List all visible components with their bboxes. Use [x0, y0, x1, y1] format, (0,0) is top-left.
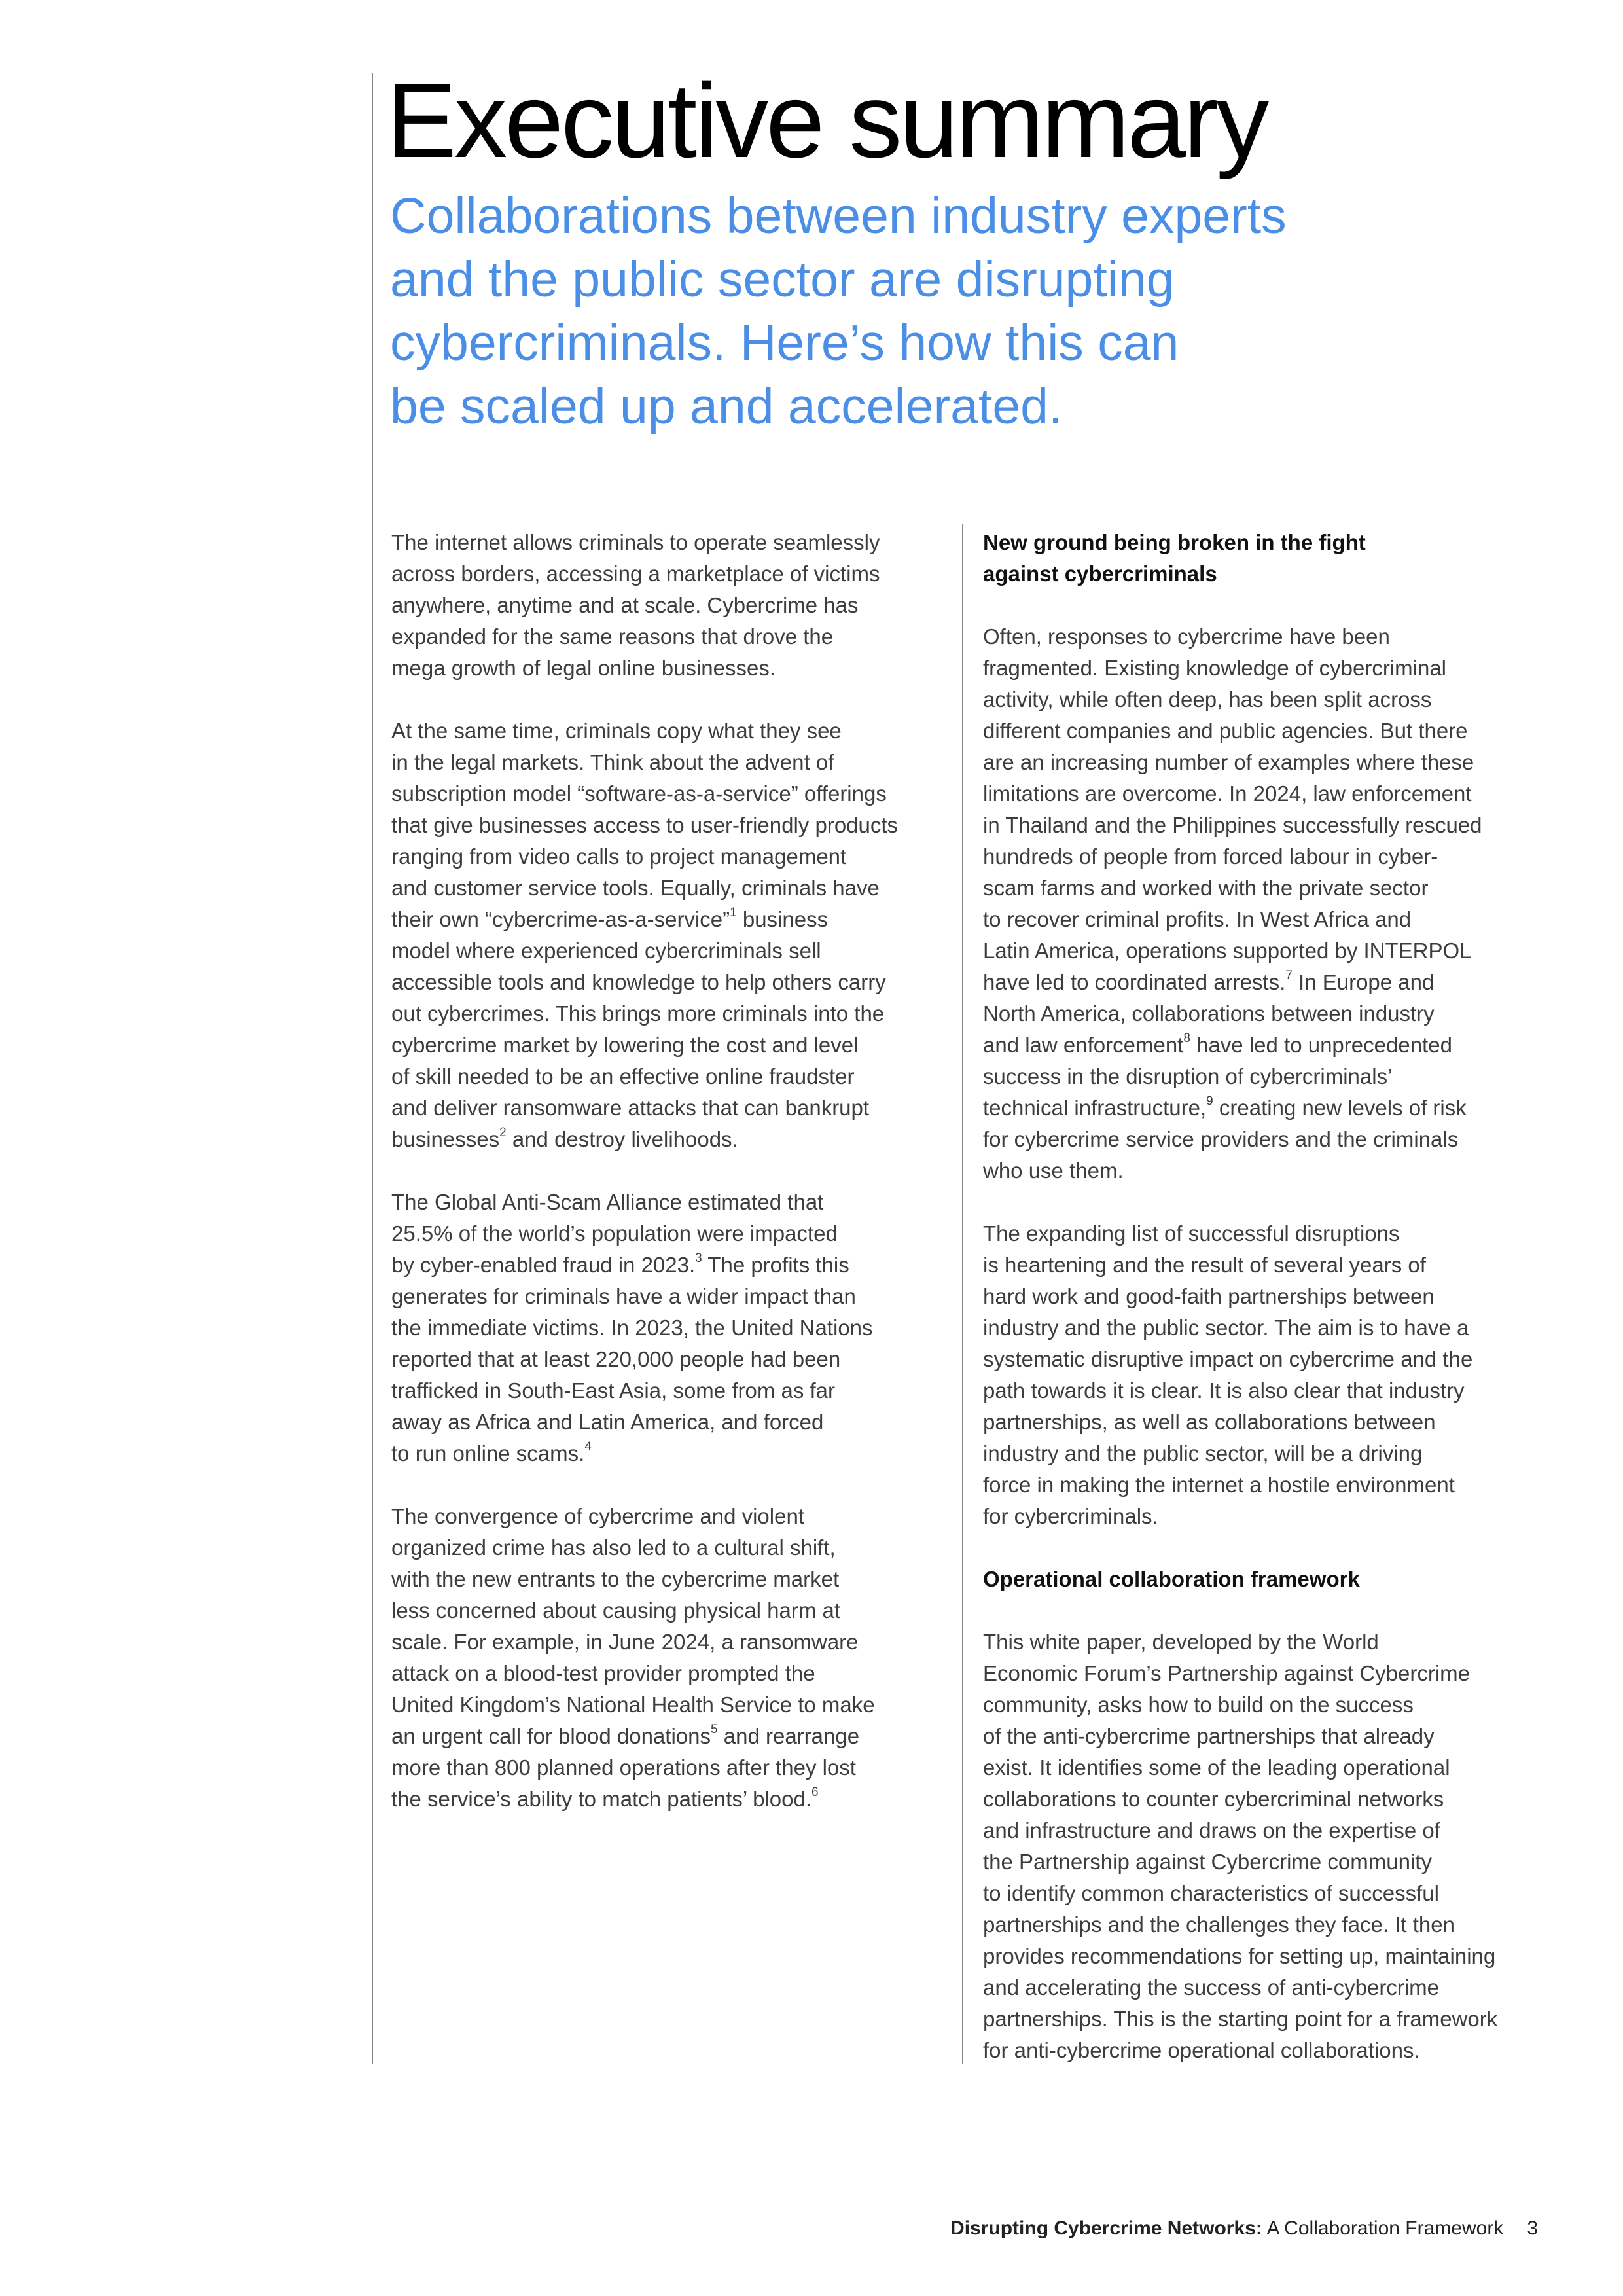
text-line	[391, 1124, 954, 1155]
text-line: exist. It identifies some of the leading operational	[983, 1755, 1450, 1780]
text-line: systematic disruptive impact on cybercrime and the	[983, 1347, 1473, 1371]
text-segment: business	[736, 907, 829, 931]
text-line	[983, 967, 1559, 998]
text-line: The convergence of cybercrime and violent	[391, 1504, 804, 1528]
text-line: for anti-cybercrime operational collaborations.	[983, 2038, 1420, 2062]
column-divider-rule	[962, 524, 963, 2064]
text-line: North America, collaborations between industry	[983, 1001, 1435, 1026]
footnote-ref[interactable]: 3	[695, 1251, 702, 1265]
text-line	[391, 1721, 954, 1752]
text-line: trafficked in South-East Asia, some from as far	[391, 1378, 836, 1403]
left-column	[391, 527, 954, 1846]
text-line: United Kingdom’s National Health Service to make	[391, 1693, 875, 1717]
text-line: hundreds of people from forced labour in cyber-	[983, 844, 1438, 869]
text-line	[983, 1092, 1559, 1124]
text-line: anywhere, anytime and at scale. Cybercrime has	[391, 593, 859, 617]
heading-line: Operational collaboration framework	[983, 1567, 1360, 1591]
paragraph	[391, 527, 954, 684]
text-line: hard work and good-faith partnerships between	[983, 1284, 1435, 1308]
text-line: that give businesses access to user-friendly products	[391, 813, 899, 837]
subtitle-line: cybercriminals. Here’s how this can	[390, 315, 1179, 371]
paragraph	[983, 1218, 1559, 1532]
text-line: accessible tools and knowledge to help others carry	[391, 970, 886, 994]
text-line: partnerships. This is the starting point for a framework	[983, 2007, 1498, 2031]
text-line: less concerned about causing physical harm at	[391, 1598, 841, 1623]
text-line: to identify common characteristics of successful	[983, 1881, 1439, 1905]
text-line: is heartening and the result of several years of	[983, 1253, 1426, 1277]
text-line: At the same time, criminals copy what they see	[391, 719, 842, 743]
text-line: The internet allows criminals to operate seamlessly	[391, 530, 880, 554]
text-line: and accelerating the success of anti-cybercrime	[983, 1975, 1439, 2000]
text-line: reported that at least 220,000 people had been	[391, 1347, 841, 1371]
text-line: who use them.	[983, 1158, 1124, 1183]
text-line: fragmented. Existing knowledge of cybercriminal	[983, 656, 1447, 680]
text-line: are an increasing number of examples where these	[983, 750, 1474, 774]
paragraph	[983, 621, 1559, 1187]
text-segment: In Europe and	[1292, 970, 1435, 994]
subtitle-line: and the public sector are disrupting	[390, 251, 1175, 308]
text-segment: and rearrange	[717, 1724, 860, 1748]
text-line: partnerships, as well as collaborations between	[983, 1410, 1436, 1434]
text-line: more than 800 planned operations after they lost	[391, 1755, 856, 1780]
right-column	[983, 527, 1559, 2098]
footnote-ref[interactable]: 4	[584, 1440, 592, 1454]
text-line: to recover criminal profits. In West Africa and	[983, 907, 1412, 931]
paragraph	[983, 1626, 1559, 2066]
footer-doc-subtitle: A Collaboration Framework	[1262, 2217, 1504, 2239]
text-line: subscription model “software-as-a-service” offerings	[391, 781, 887, 806]
heading-line: against cybercriminals	[983, 562, 1217, 586]
footnote-ref[interactable]: 8	[1183, 1031, 1190, 1045]
text-line	[391, 1438, 954, 1469]
text-line: 25.5% of the world’s population were impacted	[391, 1221, 838, 1246]
footnote-ref[interactable]: 1	[730, 906, 737, 920]
footnote-ref[interactable]: 9	[1206, 1094, 1213, 1108]
text-segment: their own “cybercrime-as-a-service”	[391, 907, 730, 931]
text-line	[391, 1784, 954, 1815]
text-line: away as Africa and Latin America, and forced	[391, 1410, 824, 1434]
text-line: ranging from video calls to project management	[391, 844, 847, 869]
page-title: Executive summary	[386, 62, 1267, 180]
footnote-ref[interactable]: 2	[499, 1126, 507, 1139]
text-line: across borders, accessing a marketplace of victims	[391, 562, 880, 586]
text-line: Latin America, operations supported by INTERPOL	[983, 939, 1472, 963]
text-line: different companies and public agencies. But there	[983, 719, 1468, 743]
text-line: The Global Anti-Scam Alliance estimated that	[391, 1190, 824, 1214]
text-line: This white paper, developed by the World	[983, 1630, 1379, 1654]
text-line: attack on a blood-test provider prompted the	[391, 1661, 815, 1685]
text-line: path towards it is clear. It is also clear that industry	[983, 1378, 1465, 1403]
text-line: the Partnership against Cybercrime community	[983, 1850, 1432, 1874]
text-line: provides recommendations for setting up, maintaining	[983, 1944, 1496, 1968]
text-line: and customer service tools. Equally, criminals have	[391, 876, 880, 900]
text-line: in Thailand and the Philippines successfully rescued	[983, 813, 1482, 837]
page-footer	[950, 2217, 1538, 2240]
text-line: activity, while often deep, has been split across	[983, 687, 1432, 711]
text-line: force in making the internet a hostile environment	[983, 1473, 1455, 1497]
text-line: industry and the public sector, will be a driving	[983, 1441, 1423, 1465]
left-margin-rule	[372, 73, 373, 2064]
text-line: Often, responses to cybercrime have been	[983, 624, 1390, 649]
subtitle-line: be scaled up and accelerated.	[390, 378, 1063, 435]
text-line: cybercrime market by lowering the cost and level	[391, 1033, 859, 1057]
text-line: in the legal markets. Think about the advent of	[391, 750, 834, 774]
text-line: model where experienced cybercriminals sell	[391, 939, 821, 963]
page-subtitle	[390, 185, 1411, 439]
page-number: 3	[1527, 2217, 1538, 2239]
text-line: collaborations to counter cybercriminal networks	[983, 1787, 1444, 1811]
text-line: for cybercriminals.	[983, 1504, 1158, 1528]
text-line: scale. For example, in June 2024, a ransomware	[391, 1630, 859, 1654]
text-line: with the new entrants to the cybercrime market	[391, 1567, 840, 1591]
paragraph	[391, 1501, 954, 1815]
text-line: for cybercrime service providers and the criminals	[983, 1127, 1459, 1151]
text-line	[391, 904, 954, 935]
section-heading	[983, 1564, 1559, 1595]
text-line	[391, 1249, 954, 1281]
text-segment: and destroy livelihoods.	[506, 1127, 738, 1151]
text-line: community, asks how to build on the success	[983, 1693, 1414, 1717]
text-segment: creating new levels of risk	[1213, 1096, 1467, 1120]
text-line: The expanding list of successful disruptions	[983, 1221, 1400, 1246]
section-heading	[983, 527, 1559, 590]
text-line: partnerships and the challenges they face. It then	[983, 1912, 1455, 1937]
text-line: generates for criminals have a wider impact than	[391, 1284, 856, 1308]
text-line: of the anti-cybercrime partnerships that already	[983, 1724, 1435, 1748]
text-line: industry and the public sector. The aim is to have a	[983, 1316, 1469, 1340]
text-line: success in the disruption of cybercriminals’	[983, 1064, 1393, 1088]
text-segment: by cyber-enabled fraud in 2023.	[391, 1253, 696, 1277]
text-segment: an urgent call for blood donations	[391, 1724, 711, 1748]
paragraph	[391, 1187, 954, 1469]
footnote-ref[interactable]: 5	[711, 1723, 718, 1736]
text-line: Economic Forum’s Partnership against Cybercrime	[983, 1661, 1470, 1685]
text-line: scam farms and worked with the private sector	[983, 876, 1429, 900]
text-line: of skill needed to be an effective online fraudster	[391, 1064, 855, 1088]
footer-doc-title: Disrupting Cybercrime Networks:	[950, 2217, 1262, 2239]
text-segment: technical infrastructure,	[983, 1096, 1207, 1120]
text-line: expanded for the same reasons that drove the	[391, 624, 834, 649]
paragraph	[391, 715, 954, 1155]
text-line: and deliver ransomware attacks that can bankrupt	[391, 1096, 870, 1120]
footnote-ref[interactable]: 7	[1285, 969, 1293, 982]
text-segment: have led to unprecedented	[1190, 1033, 1452, 1057]
text-line: the immediate victims. In 2023, the United Nations	[391, 1316, 873, 1340]
text-segment: have led to coordinated arrests.	[983, 970, 1286, 994]
text-segment: and law enforcement	[983, 1033, 1184, 1057]
text-segment: businesses	[391, 1127, 500, 1151]
text-line: out cybercrimes. This brings more criminals into the	[391, 1001, 885, 1026]
text-segment: to run online scams.	[391, 1441, 585, 1465]
text-segment: The profits this	[702, 1253, 849, 1277]
heading-line: New ground being broken in the fight	[983, 530, 1366, 554]
text-line: mega growth of legal online businesses.	[391, 656, 776, 680]
text-segment: the service’s ability to match patients’ blood.	[391, 1787, 812, 1811]
subtitle-line: Collaborations between industry experts	[390, 188, 1287, 244]
text-line: and infrastructure and draws on the expertise of	[983, 1818, 1440, 1842]
text-line: organized crime has also led to a cultural shift,	[391, 1535, 836, 1560]
text-line: limitations are overcome. In 2024, law enforcement	[983, 781, 1472, 806]
footnote-ref[interactable]: 6	[812, 1785, 819, 1799]
text-line	[983, 1030, 1559, 1061]
